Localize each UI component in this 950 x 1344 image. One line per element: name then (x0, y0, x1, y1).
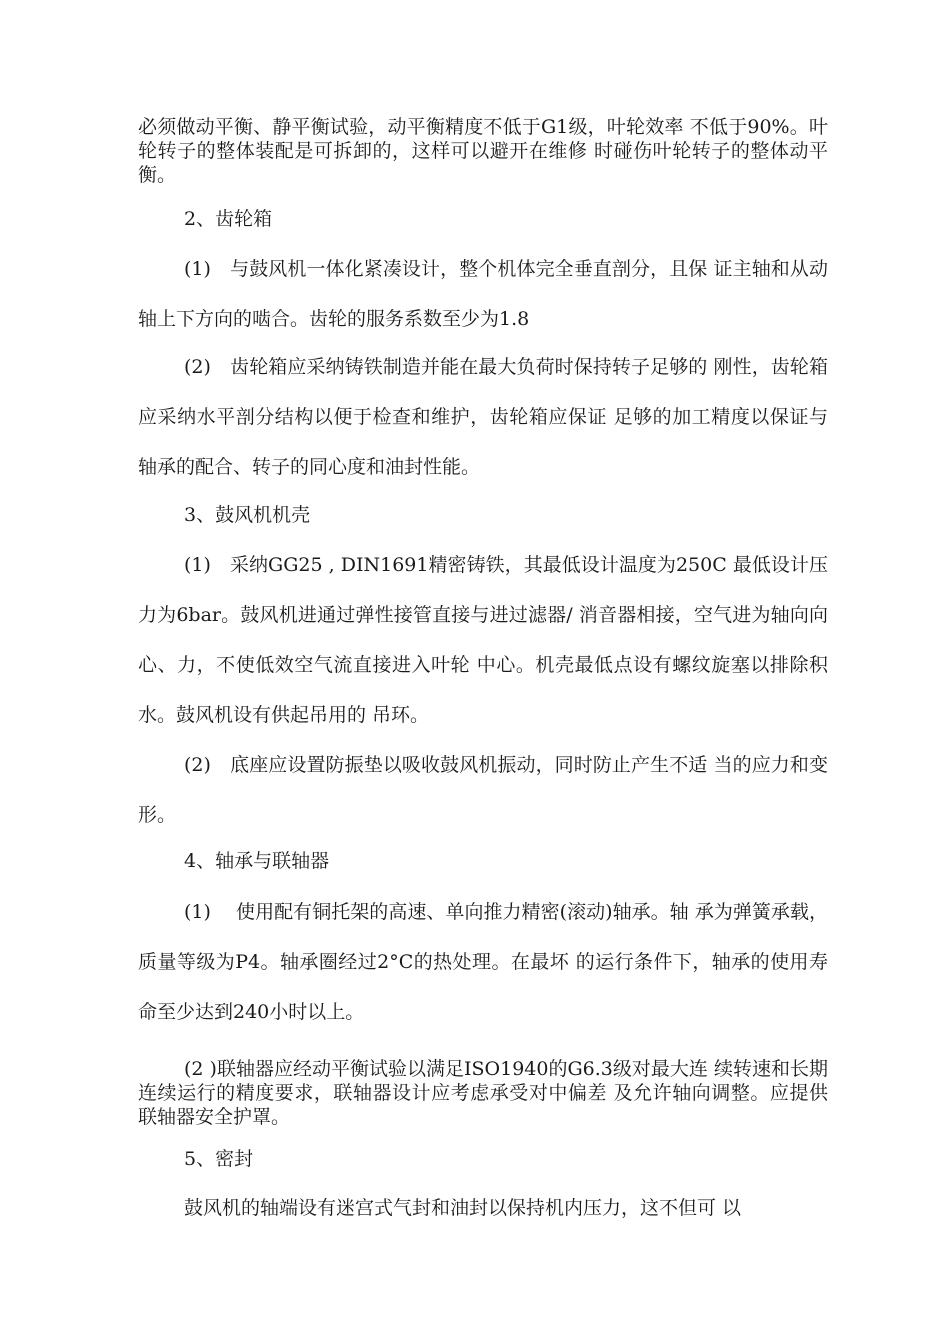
heading-seal: 5、密封 (184, 1148, 254, 1170)
paragraph-seal-1: 鼓风机的轴端设有迷宫式气封和油封以保持机内压力，这不但可 以 (184, 1197, 742, 1219)
paragraph-coupling-2: (2 )联轴器应经动平衡试验以满足ISO1940的G6.3级对最大连 续转速和长期连续运行的精度要求，联轴器设计应考虑承受对中偏差 及允许轴向调整。应提供联轴器安全护罩。 (138, 1058, 828, 1128)
paragraph-gearbox-1: (1) 与鼓风机一体化紧凑设计，整个机体完全垂直剖分，且保 证主轴和从动轴上下方向的啮合。齿轮的服务系数至少为1.8 (138, 258, 828, 330)
paragraph-casing-1: (1) 采纳GG25 , DIN1691精密铸铁，其最低设计温度为250C 最低设计压力为6bar。鼓风机进通过弹性接管直接与进过滤器/ 消音器相接，空气进为轴向向心、力，不使低效空气流直接进入叶轮 中心。机壳最低点设有螺纹旋塞以排除积水。鼓风机设有供起吊用的 吊环。 (138, 554, 828, 726)
paragraph-impeller-balance: 必须做动平衡、静平衡试验，动平衡精度不低于G1级，叶轮效率 不低于90%。叶轮转子的整体装配是可拆卸的，这样可以避开在维修 时碰伤叶轮转子的整体动平衡。 (138, 116, 828, 186)
paragraph-casing-2: (2) 底座应设置防振垫以吸收鼓风机振动，同时防止产生不适 当的应力和变形。 (138, 754, 828, 826)
heading-bearing-coupling: 4、轴承与联轴器 (184, 850, 330, 872)
paragraph-gearbox-2: (2) 齿轮箱应采纳铸铁制造并能在最大负荷时保持转子足够的 刚性，齿轮箱应采纳水平剖分结构以便于检查和维护，齿轮箱应保证 足够的加工精度以保证与轴承的配合、转子的同心度和油封性能。 (138, 356, 828, 478)
heading-gearbox: 2、齿轮箱 (184, 208, 273, 230)
paragraph-bearing-1: (1) 使用配有铜托架的高速、单向推力精密(滚动)轴承。轴 承为弹簧承载，质量等级为P4。轴承圈经过2°C的热处理。在最坏 的运行条件下，轴承的使用寿命至少达到240小时以上。 (138, 901, 828, 1023)
heading-blower-casing: 3、鼓风机机壳 (184, 504, 311, 526)
